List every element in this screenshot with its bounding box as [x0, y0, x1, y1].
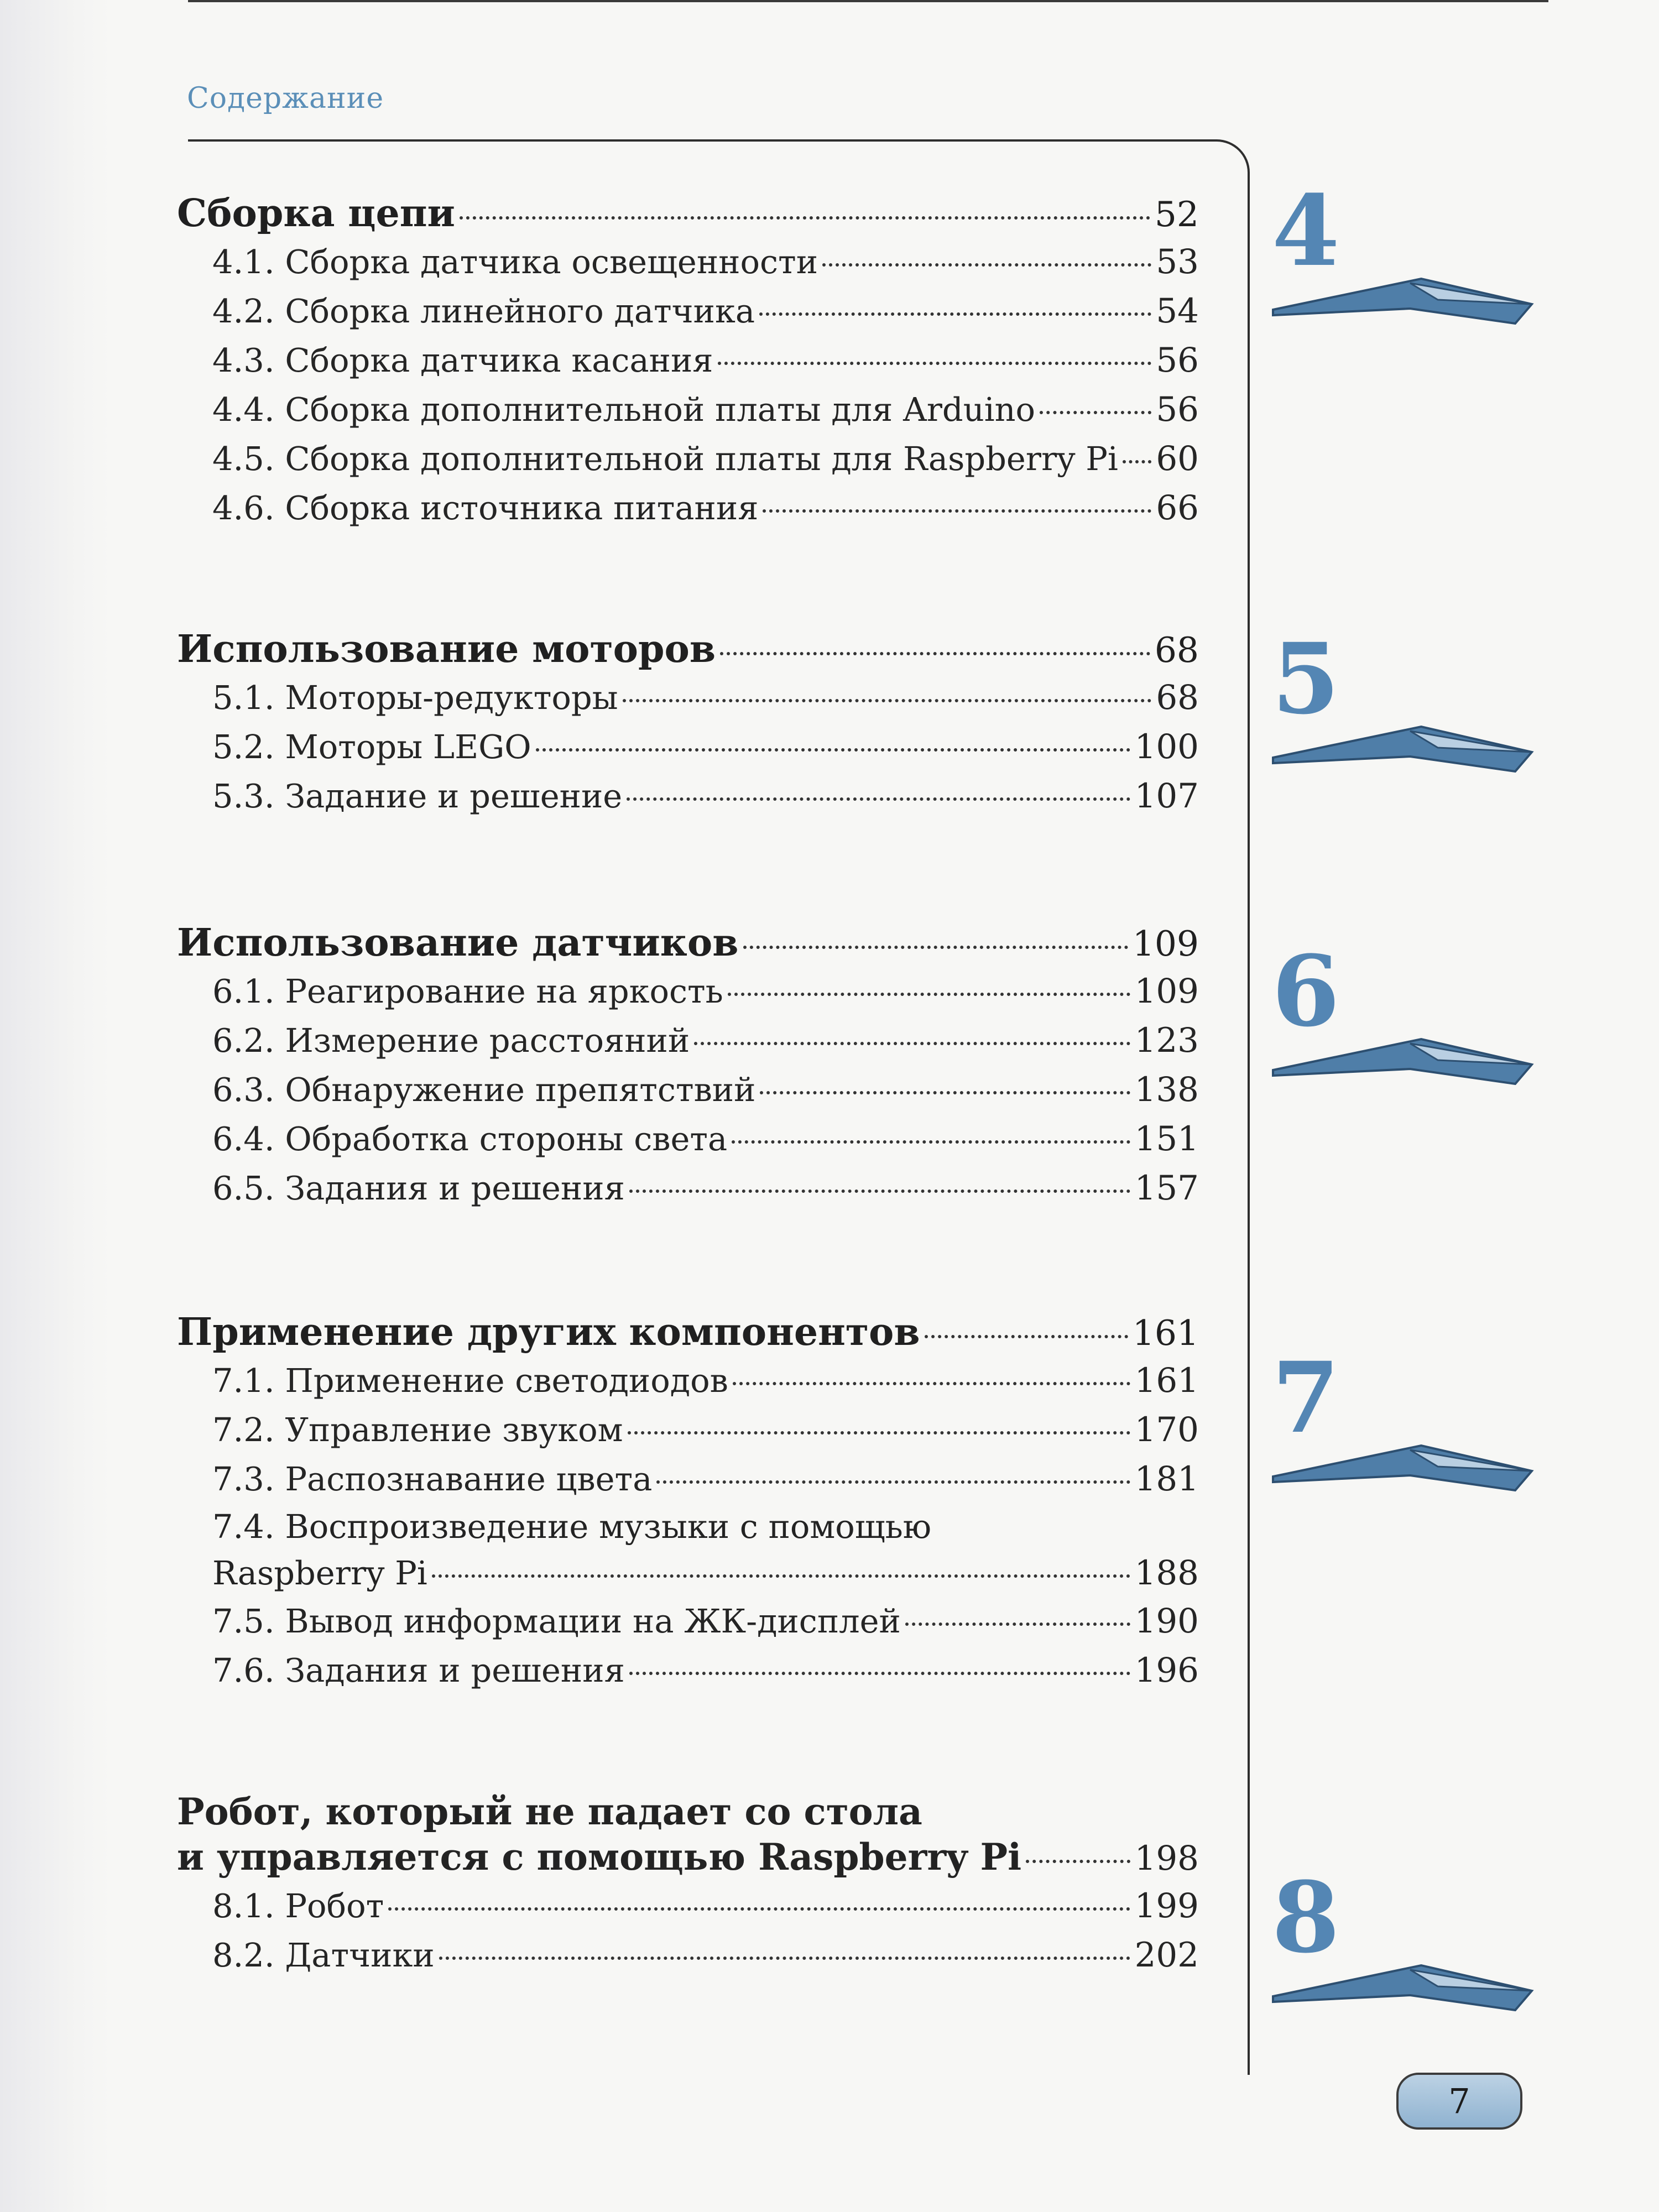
section-page: 109 [1134, 972, 1199, 1011]
section-page: 190 [1134, 1601, 1199, 1641]
section-page: 100 [1134, 727, 1199, 766]
dot-leader [623, 699, 1152, 702]
section-entry[interactable] [177, 771, 1199, 821]
chapter-spacer [177, 1213, 1199, 1310]
section-page: 68 [1156, 678, 1199, 717]
chapter-tab-number: 6 [1272, 934, 1340, 1048]
dot-leader [925, 1335, 1128, 1338]
section-page: 56 [1156, 390, 1199, 429]
section-entry[interactable] [177, 336, 1199, 385]
chapter-entry[interactable] [177, 627, 1199, 673]
section-title: 4.5. Сборка дополнительной платы для Raspberry Pi [212, 440, 1118, 478]
section-entry[interactable] [177, 673, 1199, 722]
dot-leader [728, 993, 1130, 996]
section-title: 8.2. Датчики [212, 1936, 435, 1974]
chapter-title-line-2: и управляется с помощью Raspberry Pi [177, 1835, 1022, 1879]
section-title: 4.3. Сборка датчика касания [212, 341, 713, 379]
running-head: Содержание [187, 82, 384, 115]
chapter-title: Применение других компонентов [177, 1310, 920, 1354]
table-of-contents [177, 191, 1199, 1980]
dot-leader [627, 797, 1130, 801]
chapter-entry[interactable] [177, 920, 1199, 967]
section-entry[interactable] [177, 286, 1199, 336]
pen-tab-icon [1272, 1958, 1537, 2035]
section-page: 202 [1134, 1936, 1199, 1975]
section-title: 7.3. Распознавание цвета [212, 1460, 653, 1498]
section-page: 60 [1156, 439, 1199, 478]
chapter-entry[interactable] [177, 1789, 1199, 1881]
chapter-page: 198 [1134, 1839, 1199, 1878]
section-entry[interactable] [177, 1504, 1199, 1597]
section-entry[interactable] [177, 1164, 1199, 1213]
section-page: 107 [1134, 776, 1199, 816]
section-page: 54 [1156, 291, 1199, 331]
page-number-badge: 7 [1396, 2073, 1522, 2130]
section-entry[interactable] [177, 1931, 1199, 1980]
dot-leader [763, 509, 1151, 513]
chapter-tab-number: 5 [1272, 622, 1340, 736]
section-title: 6.3. Обнаружение препятствий [212, 1071, 756, 1109]
chapter-title: Использование датчиков [177, 921, 739, 965]
dot-leader [1123, 460, 1152, 463]
chapter-page: 68 [1154, 630, 1199, 670]
section-page: 181 [1134, 1459, 1199, 1499]
section-page: 151 [1134, 1119, 1199, 1159]
chapter-page: 109 [1132, 924, 1199, 964]
dot-leader [760, 1091, 1130, 1094]
dot-leader [733, 1382, 1130, 1385]
dot-leader [460, 216, 1150, 220]
dot-leader [656, 1480, 1130, 1484]
dot-leader [720, 652, 1150, 655]
section-page: 138 [1134, 1070, 1199, 1109]
dot-leader [629, 1672, 1130, 1675]
section-title: 7.5. Вывод информации на ЖК-дисплей [212, 1602, 901, 1640]
section-page: 188 [1134, 1553, 1199, 1593]
pen-tab-icon [1272, 719, 1537, 796]
section-entry[interactable] [177, 1356, 1199, 1405]
dot-leader [629, 1190, 1130, 1193]
section-entry[interactable] [177, 483, 1199, 533]
chapter-spacer [177, 533, 1199, 627]
section-title-line-1: 7.4. Воспроизведение музыки с помощью [212, 1507, 932, 1546]
chapter-entry[interactable] [177, 1310, 1199, 1356]
dot-leader [1026, 1860, 1130, 1863]
chapter-spacer [177, 821, 1199, 920]
chapter-page: 161 [1132, 1313, 1199, 1353]
chapter-tab-number: 7 [1272, 1340, 1340, 1455]
chapter-entry[interactable] [177, 191, 1199, 237]
section-title: 6.4. Обработка стороны света [212, 1120, 728, 1158]
section-page: 123 [1134, 1021, 1199, 1060]
dot-leader [905, 1623, 1130, 1626]
dot-leader [732, 1140, 1130, 1144]
chapter-title-line-1: Робот, который не падает со стола [177, 1790, 922, 1833]
chapter-page: 52 [1154, 194, 1199, 234]
section-entry[interactable] [177, 967, 1199, 1016]
section-entry[interactable] [177, 1065, 1199, 1114]
section-title: 6.2. Измерение расстояний [212, 1021, 690, 1060]
section-page: 196 [1134, 1651, 1199, 1690]
chapter-title: Использование моторов [177, 627, 716, 671]
section-entry[interactable] [177, 722, 1199, 771]
section-page: 56 [1156, 341, 1199, 380]
section-title: 4.6. Сборка источника питания [212, 489, 759, 527]
section-title: 4.1. Сборка датчика освещенности [212, 243, 818, 281]
chapter-spacer [177, 1695, 1199, 1789]
page-gutter-shadow [0, 0, 111, 2212]
section-title: 7.1. Применение светодиодов [212, 1361, 728, 1400]
section-page: 161 [1134, 1361, 1199, 1400]
chapter-title: Сборка цепи [177, 191, 455, 236]
section-entry[interactable] [177, 1597, 1199, 1646]
dot-leader [1040, 411, 1151, 414]
page-top-rule [188, 0, 1548, 2]
dot-leader [628, 1431, 1130, 1434]
pen-tab-icon [1272, 1031, 1537, 1109]
section-title: 5.2. Моторы LEGO [212, 728, 531, 766]
section-page: 53 [1156, 242, 1199, 281]
section-title: 5.1. Моторы-редукторы [212, 679, 618, 717]
section-page: 157 [1134, 1168, 1199, 1208]
pen-tab-icon [1272, 271, 1537, 348]
section-entry[interactable] [177, 1114, 1199, 1164]
dot-leader [822, 263, 1151, 267]
section-title: 4.2. Сборка линейного датчика [212, 292, 755, 330]
section-title: 4.4. Сборка дополнительной платы для Arduino [212, 390, 1036, 429]
section-entry[interactable] [177, 434, 1199, 483]
section-entry[interactable] [177, 1454, 1199, 1504]
dot-leader [759, 312, 1151, 316]
section-title: 8.1. Робот [212, 1887, 384, 1925]
dot-leader [718, 362, 1152, 365]
section-entry[interactable] [177, 1646, 1199, 1695]
dot-leader [432, 1574, 1130, 1578]
section-entry[interactable] [177, 1016, 1199, 1065]
dot-leader [388, 1907, 1130, 1911]
section-title: 7.2. Управление звуком [212, 1411, 623, 1449]
chapter-tab-number: 4 [1272, 174, 1340, 288]
section-title: 7.6. Задания и решения [212, 1651, 625, 1689]
section-entry[interactable] [177, 1881, 1199, 1931]
section-page: 170 [1134, 1410, 1199, 1449]
section-entry[interactable] [177, 385, 1199, 434]
section-title: 5.3. Задание и решение [212, 777, 623, 815]
dot-leader [694, 1042, 1130, 1045]
pen-tab-icon [1272, 1438, 1537, 1515]
dot-leader [536, 748, 1130, 752]
chapter-tab-number: 8 [1272, 1860, 1340, 1975]
section-page: 66 [1156, 488, 1199, 528]
dot-leader [439, 1957, 1130, 1960]
dot-leader [743, 946, 1128, 949]
section-entry[interactable] [177, 1405, 1199, 1454]
section-title: 6.5. Задания и решения [212, 1169, 625, 1207]
section-entry[interactable] [177, 237, 1199, 286]
section-title-line-2: Raspberry Pi [212, 1554, 427, 1592]
section-page: 199 [1134, 1886, 1199, 1926]
section-title: 6.1. Реагирование на яркость [212, 972, 723, 1010]
